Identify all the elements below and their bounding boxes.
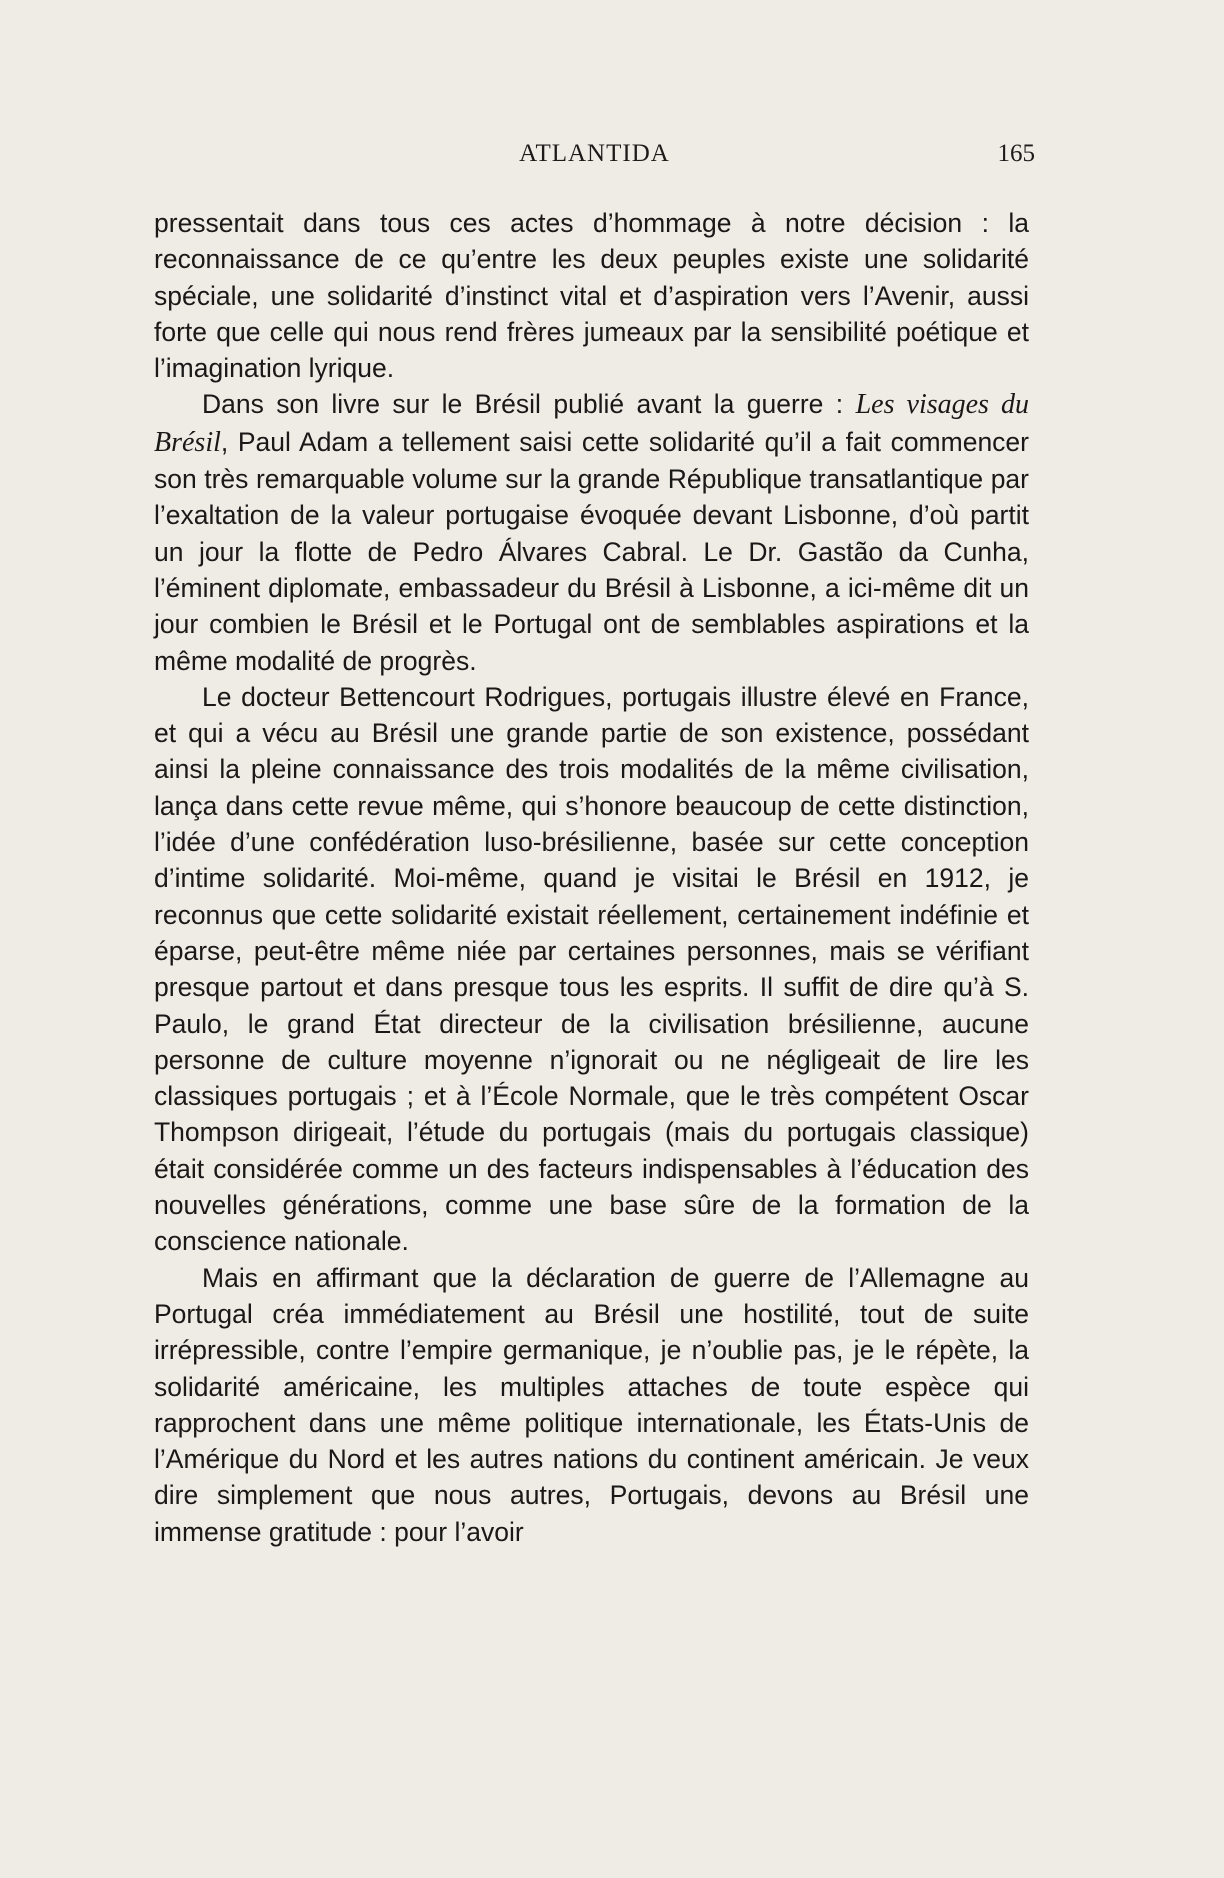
page-number: 165 bbox=[997, 140, 1035, 167]
body-text bbox=[154, 205, 1029, 1550]
paragraph-text: , Paul Adam a tellement saisi cette solidarité qu’il a fait commencer son très remarquable volume sur la grande République transatlantique par l’exaltation de la valeur portugaise évoquée devant Lisbonne, d’où partit un jour la flotte de Pedro Álvares Cabral. Le Dr. Gastão da Cunha, l’éminent diplomate, embassadeur du Brésil à Lisbonne, a ici-même dit un jour combien le Brésil et le Portugal ont de semblables aspirations et la même modalité de progrès. bbox=[154, 426, 1029, 676]
paragraph-bettencourt: Le docteur Bettencourt Rodrigues, portugais illustre élevé en France, et qui a vécu au Brésil une grande partie de son existence, possédant ainsi la pleine connaissance des trois modalités de la même civilisation, lança dans cette revue même, qui s’honore beaucoup de cette distinction, l’idée d’une confédération luso-brésilienne, basée sur cette conception d’intime solidarité. Moi-même, quand je visitai le Brésil en 1912, je reconnus que cette solidarité existait réellement, certainement indéfinie et éparse, peut-être même niée par certaines personnes, mais se vérifiant presque partout et dans presque tous les esprits. Il suffit de dire qu’à S. Paulo, le grand État directeur de la civilisation brésilienne, aucune personne de culture moyenne n’ignorait ou ne négligeait de lire les classiques portugais ; et à l’École Normale, que le très compétent Oscar Thompson dirigeait, l’étude du portugais (mais du portugais classique) était considérée comme un des facteurs indispensables à l’éducation des nouvelles générations, comme une base sûre de la formation de la conscience nationale. bbox=[154, 681, 1029, 1257]
paragraph-declaration: Mais en affirmant que la déclaration de guerre de l’Allemagne au Portugal créa immédiatement au Brésil une hostilité, tout de suite irrépressible, contre l’empire germanique, je n’oublie pas, je le répète, la solidarité américaine, les multiples attaches de toute espèce qui rapprochent dans une même politique internationale, les États-Unis de l’Amérique du Nord et les autres nations du continent américain. Je veux dire simplement que nous autres, Portugais, devons au Brésil une immense gratitude : pour l’avoir bbox=[154, 1262, 1029, 1547]
paragraph-text: Dans son livre sur le Brésil publié avant la guerre : bbox=[202, 389, 856, 420]
book-title: Les visages du Brésil bbox=[154, 389, 1030, 458]
running-title: ATLANTIDA bbox=[519, 140, 670, 167]
running-header bbox=[154, 140, 1035, 176]
paragraph-paul-adam bbox=[154, 386, 1029, 678]
paragraph-continued: pressentait dans tous ces actes d’hommage à notre décision : la reconnaissance de ce qu’entre les deux peuples existe une solidarité spéciale, une solidarité d’instinct vital et d’aspiration vers l’Avenir, aussi forte que celle qui nous rend frères jumeaux par la sensibilité poétique et l’imagination lyrique. bbox=[154, 208, 1029, 384]
